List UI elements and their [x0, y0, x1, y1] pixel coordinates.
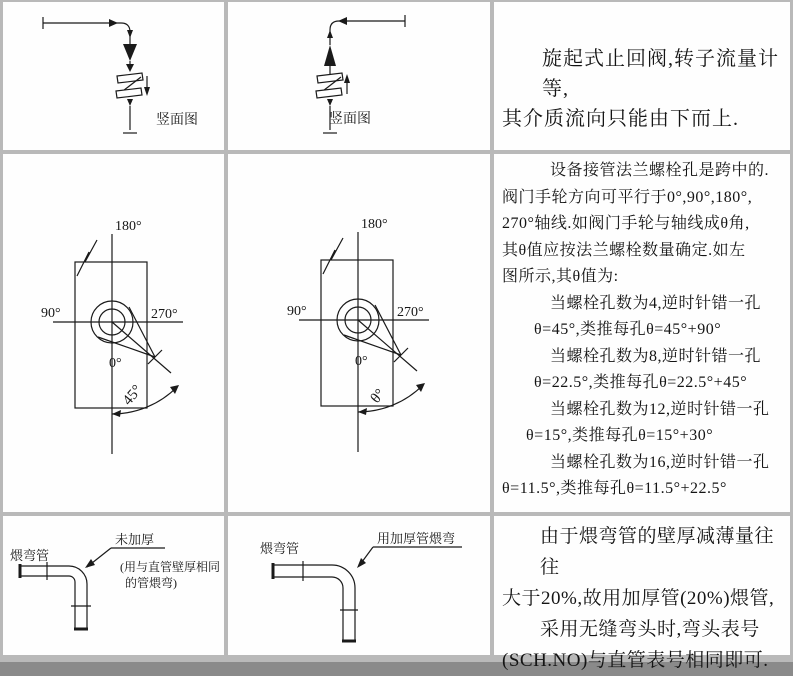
deg-180-label: 180° [361, 217, 388, 232]
cell-check-valve-note [494, 2, 790, 150]
part-label: 煨弯管 [10, 548, 50, 563]
cell-check-valve-elevation-wrong [3, 2, 224, 150]
flow-arrow-right-icon [109, 19, 118, 27]
cell-bend-note [494, 516, 790, 671]
break-mark [323, 238, 343, 274]
media-flow-down-arrow-icon [144, 87, 150, 96]
bend-pipe-diagram-1 [3, 516, 224, 655]
callout-note-line: (用与直管壁厚相同 [120, 560, 220, 574]
note-line: θ=45°,类推每孔θ=45°+90° [534, 321, 722, 338]
note-line: θ=11.5°,类推每孔θ=11.5°+22.5° [502, 480, 727, 497]
view-label: 竖面图 [329, 112, 371, 127]
pipe-elbow [20, 562, 91, 629]
deg-270-label: 270° [151, 307, 178, 322]
note-line: (SCH.NO)与直管表号相同即可. [502, 650, 769, 671]
cell-flange-orientation-theta [228, 154, 490, 512]
note-line: θ=15°,类推每孔θ=15°+30° [526, 427, 714, 444]
document-table [3, 2, 790, 671]
angle-value-label: θ° [367, 386, 389, 407]
cell-bend-pipe-thickened [228, 516, 490, 655]
flow-arrow-left-icon [338, 17, 347, 25]
check-valve-elevation-diagram-1 [3, 2, 224, 150]
check-valve-elevation-diagram-2 [228, 2, 490, 150]
note-line: 采用无缝弯头时,弯头表号 [540, 619, 760, 640]
arc-arrow-icon [358, 408, 367, 415]
arc-arrow-icon [112, 410, 121, 417]
note-line: 当螺栓孔数为12,逆时针错一孔 [550, 400, 770, 418]
cell-check-valve-elevation-right [228, 2, 490, 150]
callout-note-line: 的管煨弯) [125, 576, 177, 590]
note-line: 当螺栓孔数为4,逆时针错一孔 [550, 294, 762, 312]
note-line: 旋起式止回阀,转子流量计等, [542, 48, 779, 100]
flow-arrow-down-icon [127, 30, 133, 38]
deg-0-label: 0° [109, 356, 122, 371]
deg-0-label: 0° [355, 354, 368, 369]
pipe-run [327, 15, 405, 45]
cell-flange-note [494, 154, 790, 512]
pipe-elbow [273, 561, 358, 641]
leader-arrow-icon [85, 559, 95, 568]
valve-symbol [123, 44, 137, 72]
deg-90-label: 90° [41, 306, 61, 321]
callout-label: 未加厚 [115, 532, 155, 547]
callout-leader [357, 547, 462, 568]
note-line: 图所示,其θ值为: [502, 268, 619, 285]
bend-pipe-diagram-2 [228, 516, 490, 655]
swing-check-valve-symbol [116, 73, 150, 98]
media-flow-up-arrow-icon [344, 74, 350, 83]
deg-90-label: 90° [287, 304, 307, 319]
note-line: 当螺栓孔数为8,逆时针错一孔 [550, 347, 762, 365]
pipe-run-lower [123, 99, 137, 133]
part-label: 煨弯管 [260, 541, 300, 556]
note-line: 设备接管法兰螺栓孔是跨中的. [550, 162, 770, 179]
angle-value-label: 45° [119, 382, 146, 409]
deg-180-label: 180° [115, 219, 142, 234]
callout-label: 用加厚管煨弯 [377, 531, 456, 546]
flange-orientation-diagram-1 [3, 154, 224, 512]
leader-arrow-icon [357, 558, 366, 568]
note-line: 阀门手轮方向可平行于0°,90°,180°, [502, 188, 753, 206]
break-mark [77, 240, 97, 276]
view-label: 竖面图 [156, 113, 198, 128]
note-line: 270°轴线.如阀门手轮与轴线成θ角, [502, 215, 750, 232]
note-line: 当螺栓孔数为16,逆时针错一孔 [550, 453, 770, 471]
note-line: 其θ值应按法兰螺栓数量确定.如左 [502, 241, 746, 259]
cell-flange-orientation-45 [3, 154, 224, 512]
cell-bend-pipe-unthickened [3, 516, 224, 655]
note-line: 由于煨弯管的壁厚减薄量往往 [540, 526, 775, 578]
valve-symbol [324, 45, 336, 74]
deg-270-label: 270° [397, 305, 424, 320]
swing-check-valve-symbol [316, 73, 350, 98]
note-line: 其介质流向只能由下而上. [502, 108, 739, 130]
angle-arc [358, 383, 425, 415]
flow-arrow-up-icon [327, 30, 333, 38]
flange-orientation-diagram-2 [228, 154, 490, 512]
pipe-run [43, 17, 133, 44]
note-line: θ=22.5°,类推每孔θ=22.5°+45° [534, 374, 748, 391]
note-line: 大于20%,故用加厚管(20%)煨管, [502, 588, 775, 609]
